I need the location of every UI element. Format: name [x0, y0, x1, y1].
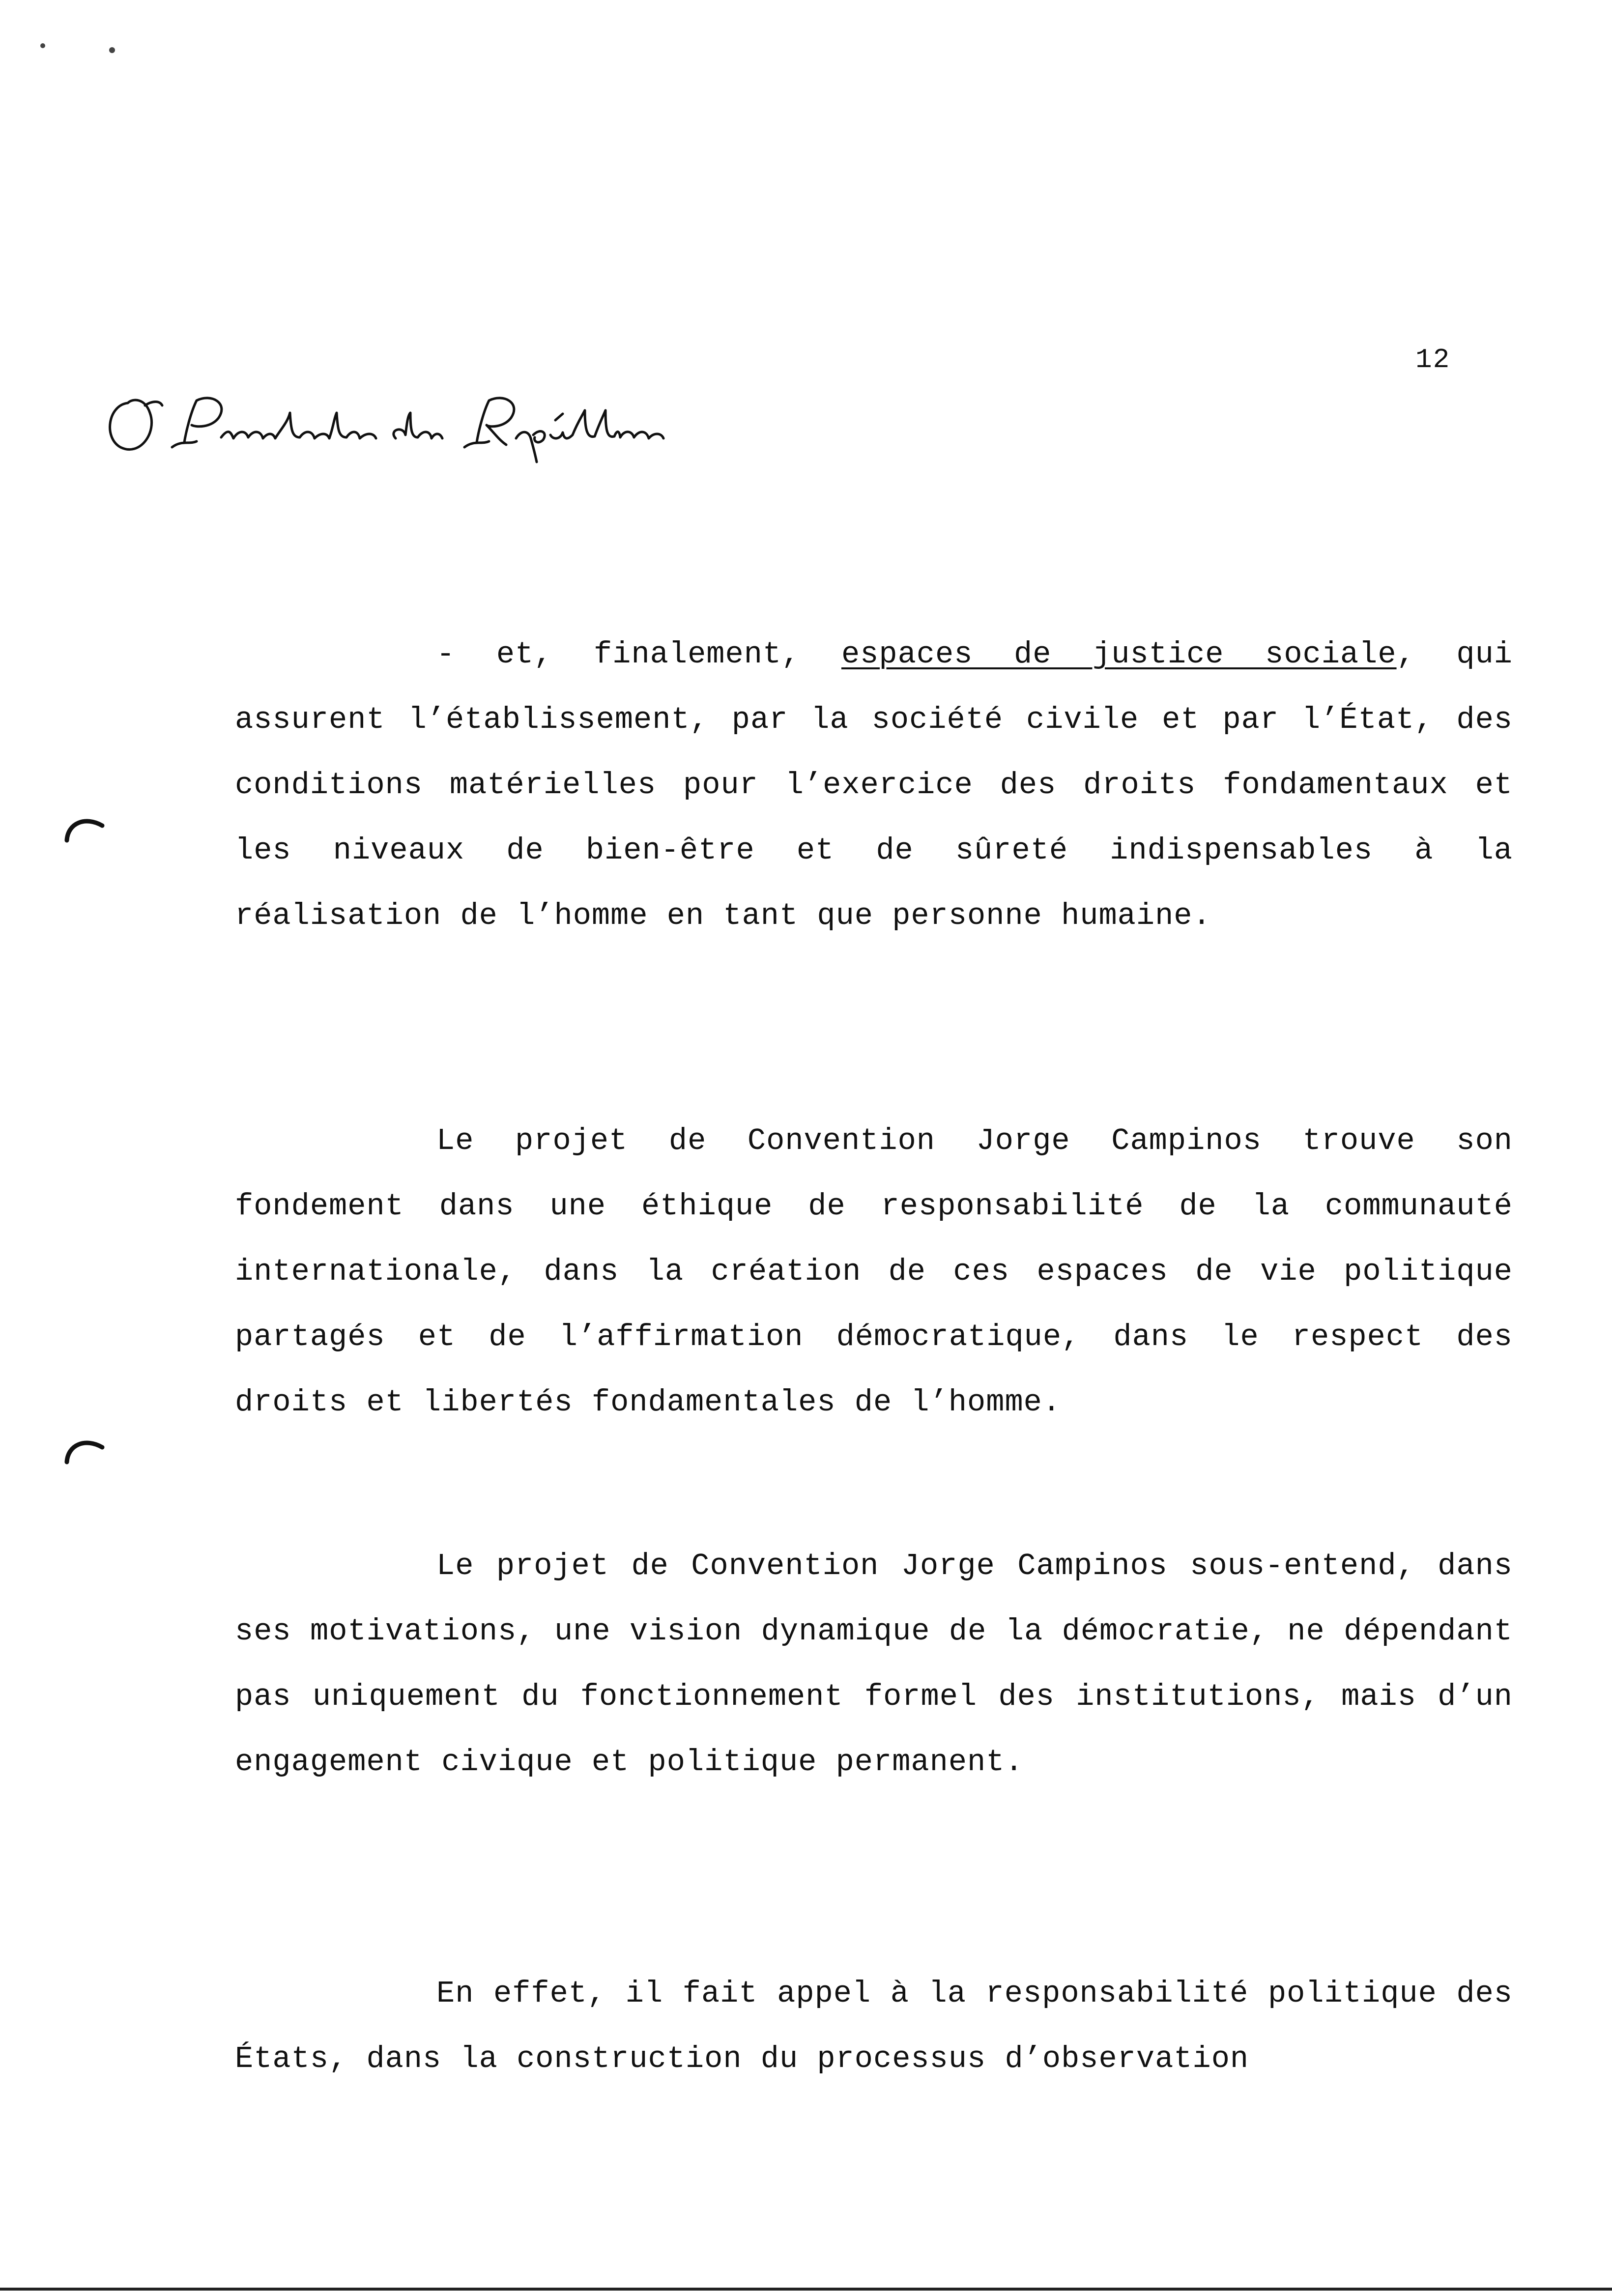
paragraph — [235, 1961, 1513, 2092]
paragraph — [235, 1533, 1513, 1795]
scan-speck — [109, 47, 115, 53]
paragraph-text: , qui assurent l’établissement, par la société civile et par l’État, des conditions matérielles pour l’exercice des droits fondamentaux et les niveaux de bien-être et de sûreté indispensables à la réalisation de l’homme en tant que personne humaine. — [235, 637, 1513, 933]
punch-hole-mark — [63, 1433, 107, 1467]
punch-hole-mark — [63, 811, 107, 845]
paragraph — [235, 622, 1513, 948]
underlined-phrase: espaces de justice sociale — [841, 637, 1397, 672]
page-number: 12 — [1415, 344, 1451, 375]
paragraph — [235, 1108, 1513, 1435]
paragraph-text: - et, finalement, — [436, 637, 841, 672]
scan-edge-line — [0, 2288, 1612, 2291]
letterhead-signature — [98, 383, 698, 467]
scan-speck — [40, 43, 45, 48]
paragraph-text: Le projet de Convention Jorge Campinos trouve son fondement dans une éthique de responsabilité de la communauté internationale, dans la création de ces espaces de vie politique partagés et de l’affirmation démocratique, dans le respect des droits et libertés fondamentales de l’homme. — [235, 1123, 1513, 1420]
paragraph-text: Le projet de Convention Jorge Campinos sous-entend, dans ses motivations, une vision dynamique de la démocratie, ne dépendant pas uniquement du fonctionnement formel des institutions, mais d’un engagement civique et politique permanent. — [235, 1549, 1513, 1779]
paragraph-text: En effet, il fait appel à la responsabilité politique des États, dans la construction du processus d’observation — [235, 1976, 1513, 2076]
